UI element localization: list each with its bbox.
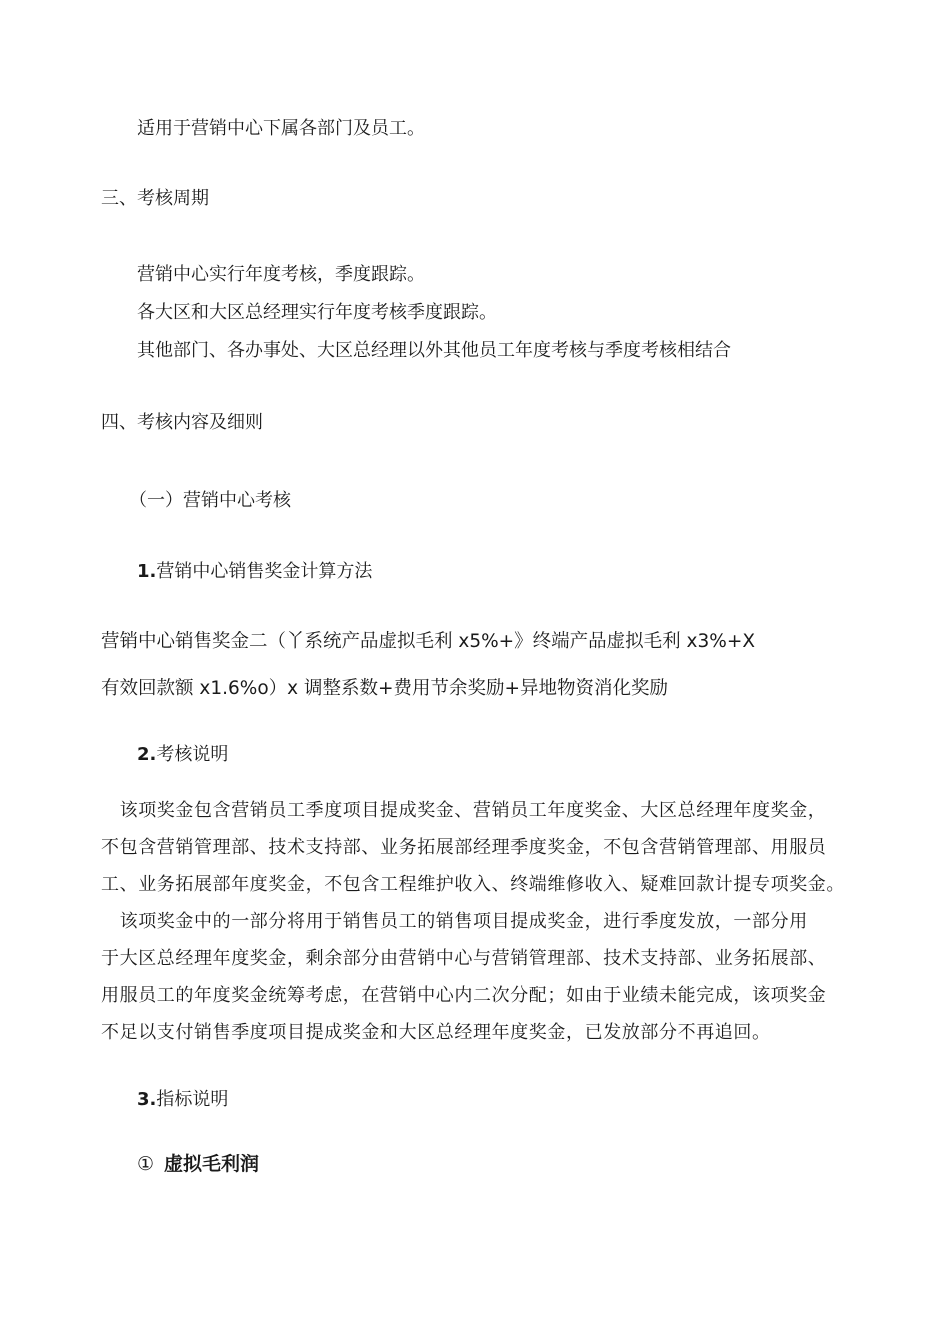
item-1-title: 营销中心销售奖金计算方法 — [156, 561, 373, 582]
section-3-heading: 三、考核周期 — [101, 188, 209, 209]
formula-line-1: 营销中心销售奖金二（丫系统产品虚拟毛利 x5%+》终端产品虚拟毛利 x3%+X — [101, 631, 756, 652]
section-3-item-3: 其他部门、各办事处、大区总经理以外其他员工年度考核与季度考核相结合 — [137, 340, 731, 361]
paragraph-1-line-2: 不包含营销管理部、技术支持部、业务拓展部经理季度奖金，不包含营销管理部、用服员 — [101, 837, 827, 858]
paragraph-2-line-1: 该项奖金中的一部分将用于销售员工的销售项目提成奖金，进行季度发放，一部分用 — [101, 911, 808, 932]
item-2-number: 2. — [137, 744, 157, 765]
paragraph-1 — [101, 799, 858, 910]
item-3-number: 3. — [137, 1089, 157, 1110]
formula-line-2: 有效回款额 x1.6%o）x 调整系数+费用节余奖励+异地物资消化奖励 — [101, 678, 668, 699]
item-3-title: 指标说明 — [156, 1089, 229, 1110]
section-3-item-1: 营销中心实行年度考核，季度跟踪。 — [137, 264, 425, 285]
item-3-sub-title: 虚拟毛利润 — [164, 1153, 260, 1175]
item-3-sub-heading — [137, 1152, 259, 1176]
circled-one-marker: ① — [137, 1153, 155, 1175]
subsection-1-heading: （一）营销中心考核 — [129, 490, 291, 511]
section-4-heading: 四、考核内容及细则 — [101, 412, 263, 433]
item-2-title: 考核说明 — [156, 744, 229, 765]
paragraph-2-line-4: 不足以支付销售季度项目提成奖金和大区总经理年度奖金，已发放部分不再追回。 — [101, 1022, 771, 1043]
paragraph-2-line-3: 用服员工的年度奖金统筹考虑，在营销中心内二次分配；如由于业绩未能完成，该项奖金 — [101, 985, 827, 1006]
item-1-number: 1. — [137, 561, 157, 582]
item-2-heading — [137, 743, 228, 767]
paragraph-2-line-2: 于大区总经理年度奖金，剩余部分由营销中心与营销管理部、技术支持部、业务拓展部、 — [101, 948, 827, 969]
section-3-item-2: 各大区和大区总经理实行年度考核季度跟踪。 — [137, 302, 497, 323]
paragraph-1-line-1: 该项奖金包含营销员工季度项目提成奖金、营销员工年度奖金、大区总经理年度奖金， — [101, 800, 827, 821]
scope-text: 适用于营销中心下属各部门及员工。 — [137, 118, 425, 139]
paragraph-2 — [101, 910, 858, 1058]
item-1-heading — [137, 560, 372, 584]
paragraph-1-line-3: 工、业务拓展部年度奖金，不包含工程维护收入、终端维修收入、疑难回款计提专项奖金。 — [101, 874, 845, 895]
item-3-heading — [137, 1088, 228, 1112]
